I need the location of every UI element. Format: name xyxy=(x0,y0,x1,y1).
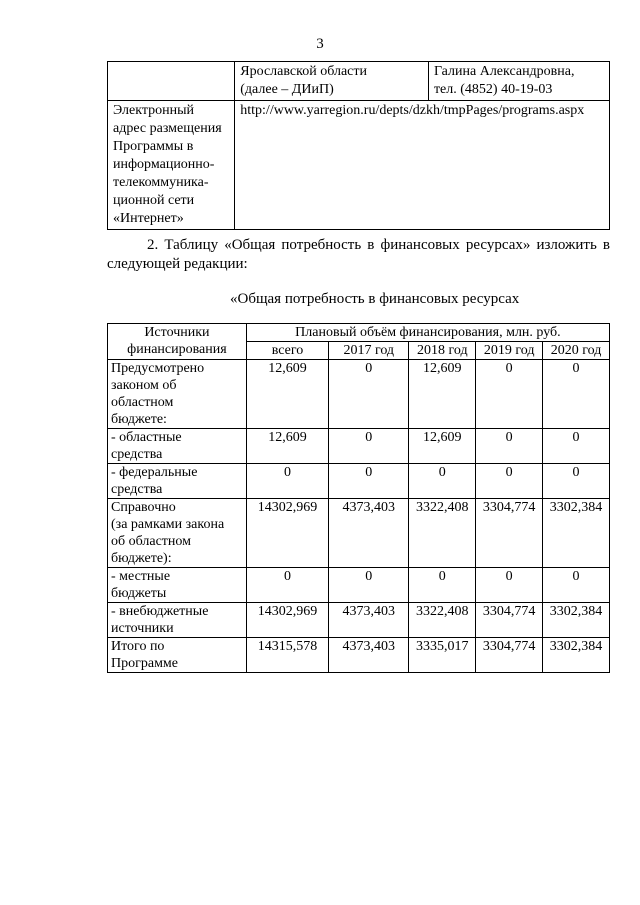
row-label: Справочно (за рамками закона об областном бюджете): xyxy=(108,499,247,568)
row-label: Итого по Программе xyxy=(108,638,247,673)
value-cell: 3322,408 xyxy=(409,499,476,568)
page-number: 3 xyxy=(316,36,324,52)
value-cell: 4373,403 xyxy=(329,499,409,568)
value-cell: 0 xyxy=(476,360,543,429)
finance-table-body xyxy=(108,360,610,673)
table-row xyxy=(108,638,610,673)
table-row xyxy=(108,429,610,464)
header-col-2018: 2018 год xyxy=(409,342,476,360)
paragraph-text: 2. Таблицу «Общая потребность в финансовых ресурсах» изложить в следующей редакции: xyxy=(107,237,610,272)
value-cell: 14302,969 xyxy=(246,603,328,638)
value-cell: 12,609 xyxy=(246,429,328,464)
value-cell: 3304,774 xyxy=(476,499,543,568)
value-cell: 3304,774 xyxy=(476,603,543,638)
value-cell: 0 xyxy=(329,360,409,429)
value-cell: 0 xyxy=(329,464,409,499)
value-cell: 3335,017 xyxy=(409,638,476,673)
value-cell: 0 xyxy=(476,568,543,603)
table-row xyxy=(108,464,610,499)
value-cell: 0 xyxy=(329,429,409,464)
value-cell: 0 xyxy=(476,429,543,464)
info-cell-contact: Галина Александровна, тел. (4852) 40-19-03 xyxy=(428,62,609,101)
value-cell: 0 xyxy=(543,568,610,603)
info-cell-url-label: Электронный адрес размещения Программы в информационно- телекоммуника- ционной сети «Интернет» xyxy=(108,101,235,230)
value-cell: 4373,403 xyxy=(329,638,409,673)
table-title: «Общая потребность в финансовых ресурсах xyxy=(230,291,520,307)
header-sources: Источники финансирования xyxy=(108,324,247,360)
info-table xyxy=(107,61,610,230)
value-cell: 0 xyxy=(329,568,409,603)
finance-table xyxy=(107,323,610,673)
value-cell: 12,609 xyxy=(246,360,328,429)
value-cell: 4373,403 xyxy=(329,603,409,638)
header-row xyxy=(108,324,610,342)
value-cell: 14315,578 xyxy=(246,638,328,673)
value-cell: 14302,969 xyxy=(246,499,328,568)
row-label: - областные средства xyxy=(108,429,247,464)
row-label: - федеральные средства xyxy=(108,464,247,499)
header-col-total: всего xyxy=(246,342,328,360)
row-label: Предусмотрено законом об областном бюджете: xyxy=(108,360,247,429)
value-cell: 0 xyxy=(476,464,543,499)
value-cell: 3302,384 xyxy=(543,638,610,673)
value-cell: 3302,384 xyxy=(543,499,610,568)
value-cell: 0 xyxy=(246,464,328,499)
header-col-2019: 2019 год xyxy=(476,342,543,360)
value-cell: 12,609 xyxy=(409,360,476,429)
value-cell: 3304,774 xyxy=(476,638,543,673)
info-cell-department: Ярославской области (далее – ДИиП) xyxy=(235,62,429,101)
table-row xyxy=(108,360,610,429)
value-cell: 3302,384 xyxy=(543,603,610,638)
value-cell: 12,609 xyxy=(409,429,476,464)
info-cell-url-value: http://www.yarregion.ru/depts/dzkh/tmpPages/programs.aspx xyxy=(235,101,610,230)
table-row xyxy=(108,603,610,638)
value-cell: 0 xyxy=(543,429,610,464)
value-cell: 3322,408 xyxy=(409,603,476,638)
info-cell-empty xyxy=(108,62,235,101)
value-cell: 0 xyxy=(543,360,610,429)
header-col-2020: 2020 год xyxy=(543,342,610,360)
value-cell: 0 xyxy=(409,568,476,603)
table-row xyxy=(108,101,610,230)
table-row xyxy=(108,568,610,603)
value-cell: 0 xyxy=(246,568,328,603)
value-cell: 0 xyxy=(409,464,476,499)
header-col-2017: 2017 год xyxy=(329,342,409,360)
table-row xyxy=(108,499,610,568)
table-row xyxy=(108,62,610,101)
row-label: - местные бюджеты xyxy=(108,568,247,603)
value-cell: 0 xyxy=(543,464,610,499)
row-label: - внебюджетные источники xyxy=(108,603,247,638)
header-plan: Плановый объём финансирования, млн. руб. xyxy=(246,324,609,342)
